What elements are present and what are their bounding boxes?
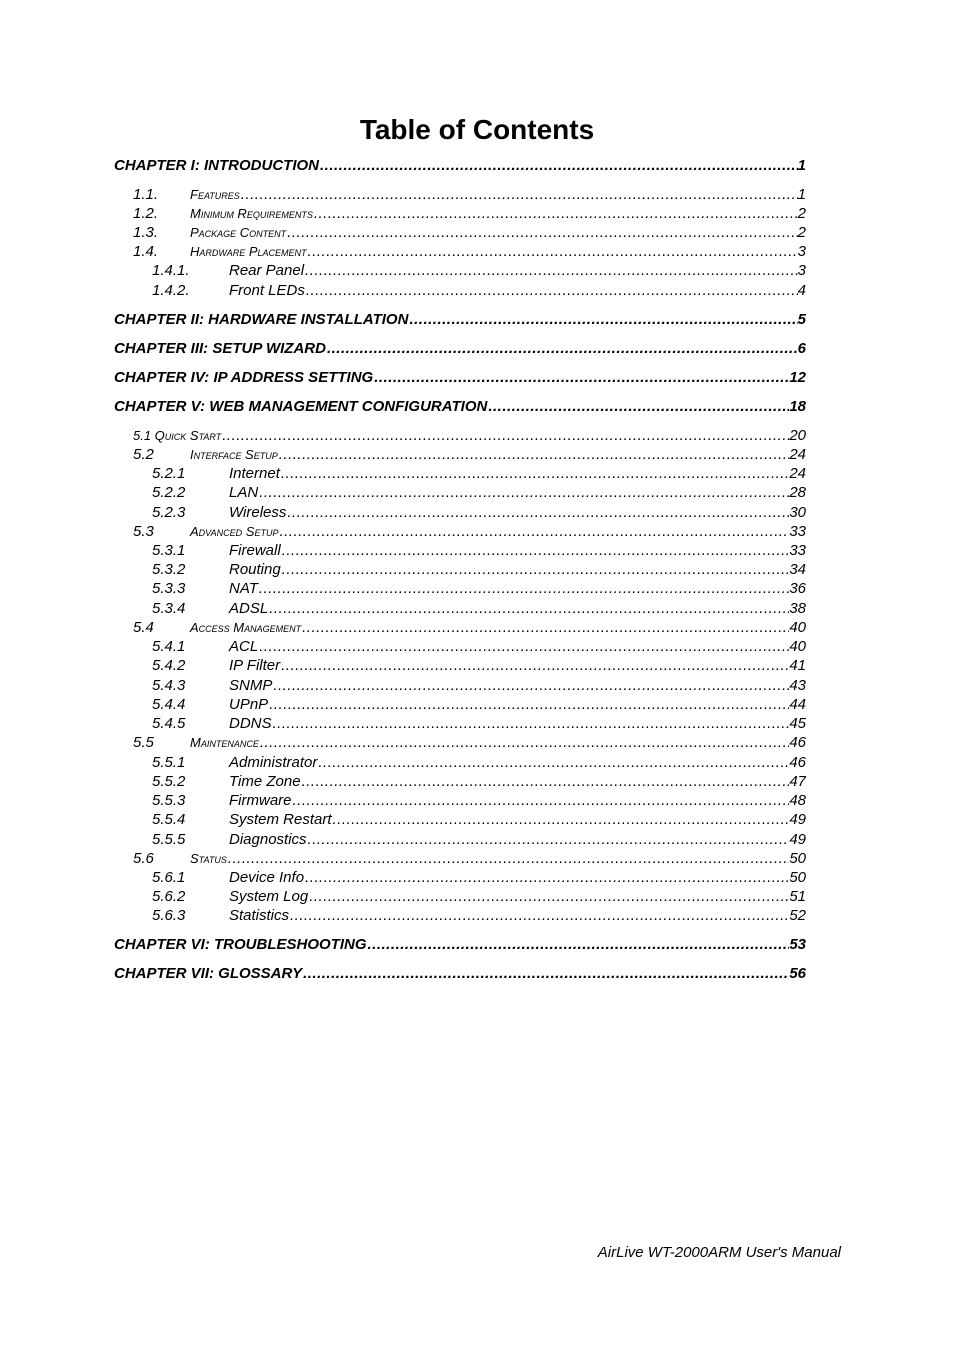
toc-entry-label: NAT [229,580,258,597]
toc-entry-page: 46 [789,754,806,771]
leader-dots [240,186,798,204]
toc-entry-5-5-4[interactable] [152,811,806,829]
toc-entry-label: System Log [229,888,309,905]
toc-entry-number: 1.4. [133,243,159,260]
toc-entry-number: 5.6.2 [152,888,186,905]
leader-dots [332,811,790,829]
toc-entry-1-4-1[interactable] [152,262,806,280]
leader-dots [302,965,789,983]
leader-dots [258,580,789,598]
toc-entry-number: 1.2. [133,205,159,222]
toc-entry-chapter-2[interactable] [114,311,806,329]
toc-entry-label: Status [190,851,227,866]
leader-dots [307,243,798,261]
toc-entry-5-3-3[interactable] [152,580,806,598]
toc-entry-label: Front LEDs [229,282,305,299]
toc-entry-number: 1.3. [133,224,159,241]
toc-entry-number: 1.4.1. [152,262,190,279]
leader-dots [289,907,789,925]
leader-dots [272,715,790,733]
toc-entry-number: 5.6 [133,850,154,867]
toc-entry-page: 41 [789,657,806,674]
toc-entry-page: 47 [789,773,806,790]
leader-dots [278,523,789,541]
toc-entry-chapter-5[interactable] [114,398,806,416]
toc-entry-label: Access Management [190,620,302,635]
toc-entry-number: 5.6.1 [152,869,186,886]
toc-entry-number: 5.3.4 [152,600,186,617]
leader-dots [313,205,798,223]
toc-entry-5-4-2[interactable] [152,657,806,675]
page-title: Table of Contents [359,114,595,145]
toc-entry-label: UPnP [229,696,269,713]
toc-entry-label: Interface Setup [190,447,278,462]
toc-entry-label: Time Zone [229,773,301,790]
toc-entry-label: DDNS [229,715,272,732]
toc-entry-page: 56 [789,965,806,982]
toc-entry-page: 28 [789,484,806,501]
leader-dots [367,936,790,954]
leader-dots [268,600,789,618]
toc-entry-label: Device Info [229,869,305,886]
toc-entry-number: 5.4.1 [152,638,186,655]
toc-entry-5-6-3[interactable] [152,907,806,925]
toc-entry-5-2-2[interactable] [152,484,806,502]
leader-dots [258,484,789,502]
toc-entry-label: Features [190,187,240,202]
toc-entry-5-5-5[interactable] [152,831,806,849]
toc-entry-label: Hardware Placement [190,244,307,259]
toc-entry-number: 5.6.3 [152,907,186,924]
leader-dots [272,677,789,695]
toc-entry-page: 1 [797,186,806,203]
toc-entry-page: 45 [789,715,806,732]
toc-entry-label: Routing [229,561,281,578]
toc-entry-number: 5.3 [133,523,154,540]
leader-dots [304,262,798,280]
leader-dots [286,224,797,242]
toc-entry-page: 36 [789,580,806,597]
toc-entry-page: 43 [789,677,806,694]
toc-entry-page: 18 [789,398,806,415]
toc-entry-label: 5.1 Quick Start [133,428,222,443]
toc-entry-5-4-3[interactable] [152,677,806,695]
toc-entry-label: SNMP [229,677,273,694]
leader-dots [259,734,789,752]
leader-dots [227,850,789,868]
leader-dots [308,888,789,906]
toc-entry-page: 33 [789,542,806,559]
toc-entry-5-4[interactable] [133,619,806,637]
toc-entry-number: 5.2.2 [152,484,186,501]
leader-dots [319,157,798,175]
toc-entry-label: CHAPTER VI: TROUBLESHOOTING [114,936,367,953]
toc-entry-number: 5.4.2 [152,657,186,674]
leader-dots [487,398,789,416]
toc-entry-page: 5 [797,311,806,328]
toc-entry-number: 5.4.5 [152,715,186,732]
toc-entry-page: 40 [789,619,806,636]
leader-dots [305,282,798,300]
toc-entry-5-6-2[interactable] [152,888,806,906]
toc-entry-number: 5.5.3 [152,792,186,809]
toc-entry-5-5-1[interactable] [152,754,806,772]
toc-entry-label: Administrator [229,754,318,771]
toc-entry-5-2-3[interactable] [152,504,806,522]
toc-entry-page: 3 [797,243,806,260]
toc-entry-page: 12 [789,369,806,386]
toc-entry-number: 5.3.3 [152,580,186,597]
toc-entry-1-4-2[interactable] [152,282,806,300]
toc-entry-page: 30 [789,504,806,521]
toc-entry-label: Firewall [229,542,281,559]
toc-entry-label: Diagnostics [229,831,307,848]
toc-entry-label: CHAPTER III: SETUP WIZARD [114,340,326,357]
toc-entry-page: 51 [789,888,806,905]
toc-entry-1-3[interactable] [133,224,806,242]
toc-entry-page: 24 [789,465,806,482]
toc-entry-5-3-2[interactable] [152,561,806,579]
toc-entry-label: Wireless [229,504,287,521]
toc-entry-page: 2 [797,224,806,241]
toc-entry-5-5-3[interactable] [152,792,806,810]
toc-entry-page: 34 [789,561,806,578]
toc-entry-page: 24 [789,446,806,463]
toc-entry-page: 52 [789,907,806,924]
leader-dots [268,696,789,714]
toc-entry-page: 50 [789,869,806,886]
toc-entry-chapter-1[interactable] [114,157,806,175]
page-footer: AirLive WT-2000ARM User's Manual [597,1244,841,1261]
leader-dots [281,542,790,560]
leader-dots [373,369,789,387]
toc-entry-label: Statistics [229,907,290,924]
toc-entry-number: 5.5.1 [152,754,186,771]
toc-entry-number: 5.5 [133,734,154,751]
toc-entry-page: 49 [789,811,806,828]
leader-dots [286,504,789,522]
toc-entry-number: 5.5.4 [152,811,186,828]
toc-entry-5-3[interactable] [133,523,806,541]
toc-entry-label: Maintenance [190,735,259,750]
leader-dots [292,792,790,810]
toc-entry-number: 5.2 [133,446,154,463]
leader-dots [408,311,797,329]
toc-entry-label: Rear Panel [229,262,305,279]
toc-entry-number: 5.3.1 [152,542,186,559]
toc-entry-number: 5.4.4 [152,696,186,713]
leader-dots [317,754,789,772]
toc-entry-page: 2 [797,205,806,222]
toc-entry-5-6-1[interactable] [152,869,806,887]
toc-entry-label: ACL [229,638,259,655]
leader-dots [278,446,790,464]
toc-entry-number: 5.5.5 [152,831,186,848]
leader-dots [258,638,789,656]
toc-entry-label: CHAPTER II: HARDWARE INSTALLATION [114,311,409,328]
toc-entry-5-4-4[interactable] [152,696,806,714]
toc-entry-label: CHAPTER VII: GLOSSARY [114,965,303,982]
toc-entry-label: System Restart [229,811,332,828]
toc-entry-page: 40 [789,638,806,655]
toc-entry-5-3-4[interactable] [152,600,806,618]
toc-entry-number: 1.1. [133,186,159,203]
leader-dots [280,657,789,675]
toc-entry-page: 49 [789,831,806,848]
toc-entry-number: 5.4.3 [152,677,186,694]
toc-entry-page: 33 [789,523,806,540]
toc-entry-page: 50 [789,850,806,867]
leader-dots [221,427,789,445]
toc-entry-1-1[interactable] [133,186,806,204]
toc-entry-1-4[interactable] [133,243,806,261]
toc-entry-chapter-6[interactable] [114,936,806,954]
toc-entry-5-5-2[interactable] [152,773,806,791]
leader-dots [301,773,790,791]
toc-entry-label: CHAPTER V: WEB MANAGEMENT CONFIGURATION [114,398,488,415]
leader-dots [281,561,790,579]
toc-entry-label: Package Content [190,225,287,240]
leader-dots [307,831,790,849]
toc-entry-label: IP Filter [229,657,281,674]
toc-entry-number: 5.2.3 [152,504,186,521]
toc-entry-5-3-1[interactable] [152,542,806,560]
toc-entry-label: Advanced Setup [190,524,279,539]
toc-entry-5-2-1[interactable] [152,465,806,483]
toc-entry-label: Internet [229,465,280,482]
toc-entry-number: 1.4.2. [152,282,190,299]
toc-entry-label: CHAPTER I: INTRODUCTION [114,157,319,174]
toc-entry-label: Minimum Requirements [190,206,313,221]
toc-entry-5-2[interactable] [133,446,806,464]
toc-entry-5-4-5[interactable] [152,715,806,733]
leader-dots [301,619,789,637]
toc-entry-chapter-4[interactable] [114,369,806,387]
toc-entry-5-5[interactable] [133,734,806,752]
toc-entry-page: 20 [789,427,806,444]
toc-entry-number: 5.2.1 [152,465,186,482]
toc-entry-page: 46 [789,734,806,751]
toc-entry-number: 5.4 [133,619,154,636]
toc-entry-page: 6 [797,340,806,357]
toc-entry-number: 5.5.2 [152,773,186,790]
toc-entry-5-6[interactable] [133,850,806,868]
toc-entry-page: 48 [789,792,806,809]
toc-entry-label: CHAPTER IV: IP ADDRESS SETTING [114,369,374,386]
toc-entry-1-2[interactable] [133,205,806,223]
toc-entry-label: ADSL [229,600,269,617]
toc-entry-chapter-7[interactable] [114,965,806,983]
toc-entry-page: 53 [789,936,806,953]
toc-entry-page: 4 [797,282,806,299]
toc-entry-number: 5.3.2 [152,561,186,578]
toc-entry-label: Firmware [229,792,292,809]
toc-entry-page: 44 [789,696,806,713]
toc-entry-label: LAN [229,484,259,501]
toc-entry-page: 1 [797,157,806,174]
toc-entry-page: 3 [797,262,806,279]
toc-entry-page: 38 [789,600,806,617]
toc-entry-5-4-1[interactable] [152,638,806,656]
leader-dots [326,340,798,358]
leader-dots [304,869,789,887]
toc-entry-chapter-3[interactable] [114,340,806,358]
leader-dots [280,465,789,483]
toc-entry-5-1[interactable] [133,427,806,445]
